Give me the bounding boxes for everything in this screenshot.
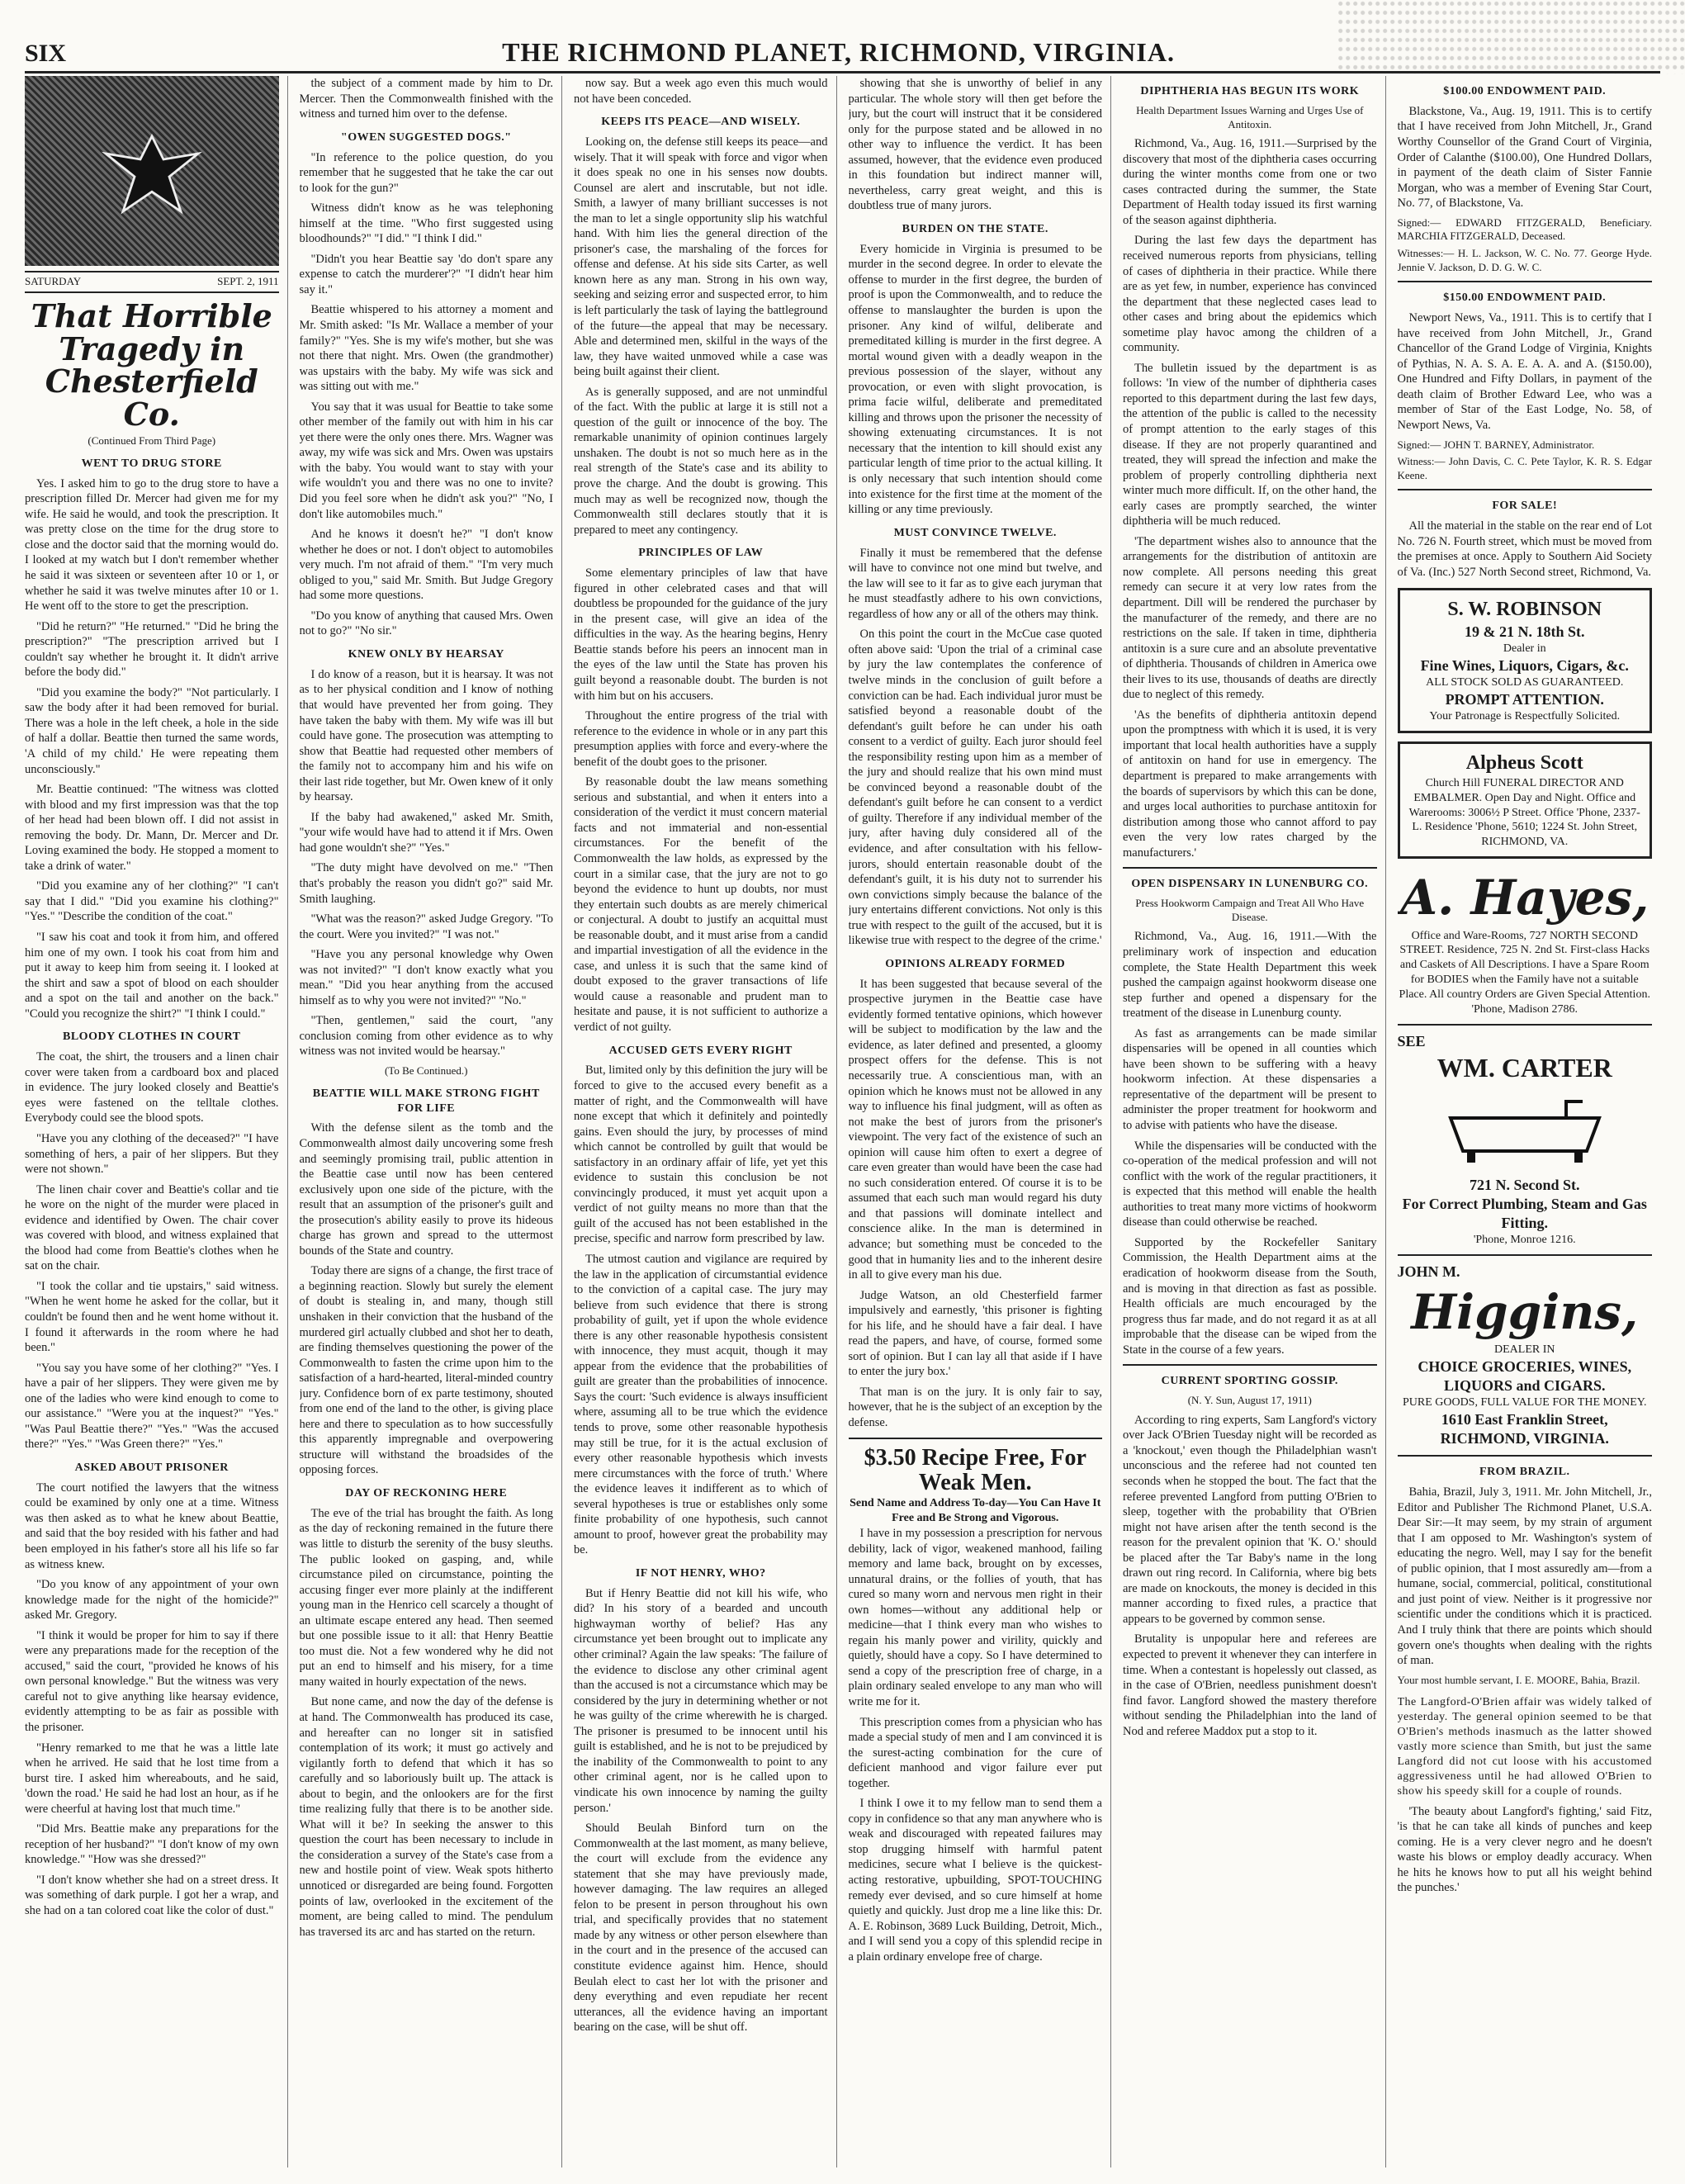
paragraph: Should Beulah Binford turn on the Commonwealth at the last moment, as many believe, the court will exclude from the evidence any statement that she may have previously made, however damaging. The law requires an alleged felon to be present in person throughout his own trial, and specifically provides that no statement made by any witness or other person elsewhere than in the court and in the presence of the accused can constitute evidence against him. Hence, should Beulah elect to cast her lot with the prisoner and deny everything and even repudiate her recent utterances, all the evidence having an important bearing on the case, will be shut off. xyxy=(574,1822,828,2035)
section-head: BLOODY CLOTHES IN COURT xyxy=(63,1030,241,1044)
paragraph: While the dispensaries will be conducted with the co-operation of the medical profession and will not conflict with the work of the regular practitioners, it is expected that this method will enable the health authorities to treat many more victims of hookworm disease than could otherwise be reached. xyxy=(1123,1139,1377,1229)
robinson-ad xyxy=(1398,588,1653,733)
issue-date xyxy=(25,271,279,293)
divider xyxy=(1123,867,1377,869)
section-head: BURDEN ON THE STATE. xyxy=(902,222,1048,235)
issue-date-text: SEPT. 2, 1911 xyxy=(217,275,279,287)
paragraph: Witness didn't know as he was telephoning himself at the time. "Who first suggested using bloodhounds?" "I did." "I think I did." xyxy=(299,201,553,246)
paragraph: 'The department wishes also to announce that the arrangements for the distribution of antitoxin are now complete. All persons needing this great remedy can secure it at very low rates from the department. Dill will be rendered the purchaser by the manufacturer of the remedy, and there are no restrictions on the sale. If taken in time, diphtheria antitoxin is a sure cure and an absolute preventative of diphtheria. Thousands of children in America owe their lives to its use, thousands of deaths are directly due to neglect of this remedy. xyxy=(1123,534,1377,702)
paragraph: Every homicide in Virginia is presumed to be murder in the second degree. In order to elevate the offense to murder in the first degree, the burden of proof is upon the Commonwealth, and to reduce the offense to manslaughter the burden is upon the prisoner. Any kind of wilful, deliberate and premeditated killing is murder in the first degree. A mortal wound given with a deadly weapon in the previous possession of the slayer, without any provocation, or even with slight provocation, is prima facie wilful, deliberate and premeditated killing and throws upon the prisoner the necessity of showing extenuating circumstances. It is not necessary that the intention to kill should exist any particular length of time prior to the actual killing. It is only necessary that such intention should come into existence for the first time at the moment of the killing or any time previously. xyxy=(848,242,1102,517)
divider xyxy=(1398,1455,1653,1457)
paragraph: With the defense silent as the tomb and the Commonwealth almost daily uncovering some fresh and seemingly promising trail, public attention in the Beattie case until now has been centered exclusively upon one side of the picture, with the result that an assumption of the prisoner's guilt and the prosecution's ability easily to prove its hideous charge has grown and spread to the uttermost bounds of the State and country. xyxy=(299,1121,553,1258)
ad-address: 19 & 21 N. 18th St. xyxy=(1464,623,1585,641)
paragraph: "Did you examine any of her clothing?" "I can't say that I did." "Did you examine his clothing?" "Yes." "Describe the condition of the coat." xyxy=(25,879,279,924)
ad-prompt: PROMPT ATTENTION. xyxy=(1445,691,1604,708)
masthead xyxy=(25,21,1660,73)
hayes-ad xyxy=(1398,867,1653,1017)
signature: Signed:— JOHN T. BARNEY, Administrator. xyxy=(1397,438,1595,451)
paragraph: Mr. Beattie continued: "The witness was clotted with blood and my first impression was that the top of her head had been blown off. I did not assist in removing the body. Dr. Mann, Dr. Mercer and Dr. Loving examined the body. He stopped a moment to take a drink of water." xyxy=(25,783,279,873)
paragraph: By reasonable doubt the law means something serious and substantial, and when it enters into a consideration of the verdict it must concern material facts and not immaterial and non-essential circumstances. For the benefit of the Commonwealth the law holds, as expressed by the court in a similar case, that the jury are not to go beyond the evidence to hunt up doubts, nor must they entertain such doubts as are merely chimerical or conjectural. A doubt to justify an acquittal must be reasonable doubt, and it must arise from a candid and impartial investigation of all the evidence in the case, and unless it is such that the same kind of doubt exposed to the graver transactions of life would cause a reasonable and prudent man to hesitate and pause, it is not sufficient to authorize a verdict of not guilty. xyxy=(574,775,828,1034)
witnesses: Witnesses:— H. L. Jackson, W. C. No. 77. George Hyde. Jennie V. Jackson, D. D. G. W. C. xyxy=(1397,246,1652,273)
paragraph: But, limited only by this definition the jury will be forced to give to the accused every benefit as a matter of right, and the Commonwealth will have none except that which it definitely and pointedly gains. Even should the jury, by processes of mind which cannot be controlled by guilt that would be satisfactory in an ordinary affair of life, yet yet this evidence to sustain this conclusion be not convincingly produced, it must yet acquit upon a verdict of not guilty means no more than that the guilt of the accused has not been established in the precise, specific and narrow form prescribed by law. xyxy=(574,1064,828,1246)
bathtub-illustration xyxy=(1398,1085,1653,1176)
paragraph: Supported by the Rockefeller Sanitary Commission, the Health Department aims at the eradication of hookworm disease from the South, and is moving in that direction as fast as possible. Health officials are much encouraged by the progress thus far made, and do not regard it as at all improbable that the disease can be wiped from the State in the course of a few years. xyxy=(1123,1235,1377,1357)
divider xyxy=(1398,281,1653,282)
paragraph: You say that it was usual for Beattie to take some other member of the family out with him in his car yet there were the only ones there. Mrs. Wagner was away, my wife was sick and Mrs. Owen was upstairs with the baby. You would want to stay with your wife wouldn't you and there was no one to invite? Did you feel sore when he didn't ask you?" "No, I don't like automobiles much." xyxy=(299,400,553,521)
higgins-ad xyxy=(1398,1263,1653,1448)
ad-patronage: Your Patronage is Respectfully Solicited. xyxy=(1429,710,1621,723)
section-subhead: Health Department Issues Warning and Urges Use of Antitoxin. xyxy=(1136,103,1364,130)
paragraph: All the material in the stable on the rear end of Lot No. 726 N. Fourth street, which must be moved from the premises at once. Apply to Southern Aid Society of Va. (Inc.) 527 North Second street, Richmond, Va. xyxy=(1397,519,1652,579)
section-head: IF NOT HENRY, WHO? xyxy=(635,1566,766,1580)
ad-goods: Fine Wines, Liquors, Cigars, &c. xyxy=(1420,657,1629,675)
signature: Signed:— EDWARD FITZGERALD, Beneficiary. MARCHIA FITZGERALD, Deceased. xyxy=(1397,216,1652,243)
paragraph: "Do you know of any appointment of your own knowledge made for the night of the homicide?" asked Mr. Gregory. xyxy=(25,1578,279,1623)
eagle-icon xyxy=(94,113,210,229)
paragraph: The utmost caution and vigilance are required by the law in the application of circumstantial evidence to the conviction of a capital case. The jury may believe from such evidence that there is strong probability of guilt, yet if upon the whole evidence there is any other reasonable hypothesis consistent with innocence, they must acquit, though it may appear from the evidence that the probabilities of guilt are greater than the probabilities of innocence. Says the court: 'Such evidence is always insufficient where, assuming all to be true which the evidence tends to prove, some other reasonable hypothesis may still be true, for it is the actual exclusion of every other reasonable hypothesis which invests mere circumstances with the force of truth.' Where the evidence leaves it indifferent as to which of several hypotheses is true or establishes only some finite probability of one hypothesis, such cannot amount to proof, however great the probability may be. xyxy=(574,1253,828,1557)
divider xyxy=(1398,489,1653,490)
paragraph: As is generally supposed, and are not unmindful of the fact. With the public at large it is still not a question of the guilt or innocence of the boy. The remarkable unanimity of opinion continues largely unshaken. The doubt is not so much here as in the real strength of the State's case and its ability to prove the charge. And the doubt is growing. This much may as well be recognized now, though the Commonwealth still declares stoutly that it is prepared to meet any contingency. xyxy=(574,385,828,537)
divider xyxy=(1398,1024,1653,1026)
ad-dealer: DEALER IN xyxy=(1494,1343,1555,1357)
paragraph: I do know of a reason, but it is hearsay. It was not as to her physical condition and I know of nothing that would have prevented her from going. They have taken the baby with them. My wife was ill but could have gone. The prosecution was attempting to show that Beattie had requested other members of the family not to accompany him and his wife on their last ride together, but Mr. Owen knew of it only by hearsay. xyxy=(299,667,553,804)
page-number: SIX xyxy=(25,40,67,67)
section-head: OPEN DISPENSARY IN LUNENBURG CO. xyxy=(1131,878,1369,891)
divider xyxy=(1123,1364,1377,1366)
paragraph: The court notified the lawyers that the witness could be examined by only one at a time. Witness was then asked as to what he knew about Beattie, and said that the boy resided with his father and had been employed in his father's store all his life so far as witness knew. xyxy=(25,1480,279,1571)
paragraph: Judge Watson, an old Chesterfield farmer impulsively and earnestly, 'this prisoner is fighting for his life, and he should have a fair deal. I have read the papers, and have, of course, formed some sort of opinion. But I can lay all that aside if I have to enter the jury box.' xyxy=(848,1288,1102,1379)
paragraph: As fast as arrangements can be made similar dispensaries will be opened in all counties which have been shown to be suffering with a heavy hookworm infection. At these dispensaries a representative of the department will be present to administer the proper treatment for hookworm and to advise with patients who have the disease. xyxy=(1123,1026,1377,1133)
divider xyxy=(849,1438,1103,1439)
paragraph: But none came, and now the day of the defense is at hand. The Commonwealth has produced its case, and hereafter can no longer sit in satisfied contemplation of its work; it must go actively and vigilantly forth to defend that which it has so carefully and so laboriously built up. The attack is about to begin, and the onlookers are for the first time realizing fully that there is to be another side. What will it be? In seeking the answer to this question the court has been necessary to include in the consideration a survey of the State's case from a new and hostile point of view. Weak spots hitherto unnoticed or disregarded are being found. Forgotten points of law, overlooked in the excitement of the moment, are being called to mind. The pendulum has traversed its arc and has started on the return. xyxy=(299,1695,553,1939)
issue-day: SATURDAY xyxy=(25,275,82,287)
ad-body: Church Hill FUNERAL DIRECTOR AND EMBALMER. Open Day and Night. Office and Warerooms: 3006½ P Street. Office 'Phone, 2337-L. Residence 'Phone, 5610; 1224 St. John Street, RICHMOND, VA. xyxy=(1408,776,1640,849)
paragraph: "The duty might have devolved on me." "Then that's probably the reason you didn't go?" said Mr. Smith laughing. xyxy=(299,861,553,906)
ad-address: 721 N. Second St. xyxy=(1469,1176,1580,1193)
paragraph: That man is on the jury. It is only fair to say, however, that he is the subject of an exception by the defense. xyxy=(848,1385,1102,1430)
paragraph: "In reference to the police question, do you remember that he suggested that he take the car out to look for the gun?" xyxy=(299,150,553,195)
ad-see: SEE xyxy=(1397,1032,1426,1049)
ad-title: WM. CARTER xyxy=(1437,1052,1612,1083)
paragraph: Brutality is unpopular here and referees are expected to prevent it whenever they can interfere in time. When a contestant is hopelessly out classed, as in the case of O'Brien, needless punishment doesn't find favor. Langford showed the mastery therefore without sending the Philadelphian into the land of Nod and referee Maddox put a stop to it. xyxy=(1123,1632,1377,1738)
paragraph: And he knows it doesn't he?" "I don't know whether he does or not. I don't object to automobiles very much. I'm not afraid of them." "I'm very much obliged to you," said Mr. Smith. But Judge Gregory had some more questions. xyxy=(299,528,553,603)
divider xyxy=(1398,1254,1653,1256)
paragraph: "Did Mrs. Beattie make any preparations for the reception of her husband?" "I don't know of my own knowledge." "How was she dressed?" xyxy=(25,1822,279,1867)
carter-ad xyxy=(1398,1032,1653,1248)
paragraph: Richmond, Va., Aug. 16, 1911.—With the preliminary work of inspection and education complete, the State Health Department this week pushed the campaign against hookworm disease one step further and opened a dispensary for the treatment of the disease in Lunenburg county. xyxy=(1123,930,1377,1021)
recipe-ad-subtitle: Send Name and Address To-day—You Can Have It Free and Be Strong and Vigorous. xyxy=(850,1497,1101,1525)
paragraph: During the last few days the department has received numerous reports from physicians, telling of cases of diphtheria in their practice. While there are as yet few, in number, experience has convinced the department that these neglected cases lead to other cases and bring about the epidemics which sometime play havoc among the children of a community. xyxy=(1123,234,1377,355)
section-head: OPINIONS ALREADY FORMED xyxy=(885,957,1066,970)
column-1 xyxy=(25,76,288,2167)
endowment-title: $100.00 ENDOWMENT PAID. xyxy=(1443,85,1607,97)
paragraph: Yes. I asked him to go to the drug store to have a prescription filled Dr. Mercer had given me for my wife. He said he would, and took the prescription. It was pretty close on the time for the drug store to close and the doctor said that the morning would do. I looked at my watch but I don't remember whether he said it was sixteen or seventeen after 10 or 1, or whether he said it was twelve minutes after 10 or 1. He went off to the store to get the prescription. xyxy=(25,476,279,614)
ad-pure: PURE GOODS, FULL VALUE FOR THE MONEY. xyxy=(1402,1396,1647,1409)
section-subhead: Press Hookworm Campaign and Treat All Who Have Disease. xyxy=(1135,897,1365,923)
paragraph: It has been suggested that because several of the prospective jurymen in the Beattie case have evidently formed tentative opinions, which however will be subject to modification by the law and the evidence, as later defined and presented, a gloomy prospect offers for the defense. This is not necessarily true. A conscientious man, with an opinion which he knows must not be allowed in any way to influence his final judgment, will as often as not make the best of jurors from the prisoner's viewpoint. The very fact of the existence of such an opinion will cause him often to exert a degree of care even greater than would have been the case had no such consideration entered. Of course it is to be assumed that each such man would regard his duty and that passions will dominate intellect and conscience alike. In the man is determined in advance; but something must be conceded to the good that in humanity lies and to the inherent desire in all to give every man his due. xyxy=(848,977,1102,1282)
paragraph: This prescription comes from a physician who has made a special study of men and I am convinced it is the surest-acting combination for the cure of deficient manhood and vigor failure ever put together. xyxy=(848,1715,1102,1790)
ad-title: A. Hayes, xyxy=(1400,869,1650,926)
paragraph: "Have you any personal knowledge why Owen was not invited?" "I don't know exactly what you mean." "Did you hear anything from the accused himself as to why you were not invited?" "No." xyxy=(299,948,553,1007)
section-head: ASKED ABOUT PRISONER xyxy=(74,1461,229,1474)
continued-note: (Continued From Third Page) xyxy=(88,434,216,448)
column-2 xyxy=(300,76,563,2167)
paragraph: 'The beauty about Langford's fighting,' said Fitz, 'is that he can take all kinds of punches and keep coming. He is a very clever negro and he doesn't waste his blows or employ deadly accuracy. When he hits he knows how to put all his weight behind the punches.' xyxy=(1397,1804,1652,1895)
paragraph: Newport News, Va., 1911. This is to certify that I have received from John Mitchell, Jr., Grand Chancellor of the Grand Lodge of Virginia, Knights of Pythias, N. A. S. A. E. A. A. and A. ($150.00), One Hundred and Fifty Dollars, in payment of the death claim of Brother Edward Lee, who was a member of Star of the East Lodge, No. 58, of Newport News, Va. xyxy=(1397,311,1652,432)
paragraph: The linen chair cover and Beattie's collar and tie he wore on the night of the murder were placed in evidence and identified by Owen. The chair cover was covered with blood, and witness explained that the blood had come from Beattie's clothes when he sat on the chair. xyxy=(25,1182,279,1273)
paragraph: Throughout the entire progress of the trial with reference to the evidence in whole or in any part this presumption applies with force and every-where the benefit of the doubt goes to the prisoner. xyxy=(574,709,828,769)
paragraph: "Did you examine the body?" "Not particularly. I saw the body after it had been removed for burial. There was a hole in the left cheek, a hole in the side of half a dollar. Beattie then turned the same words, 'A child of my child.' He were repeating them unconsciously." xyxy=(25,685,279,776)
section-head: WENT TO DRUG STORE xyxy=(81,457,222,470)
section-head: ACCUSED GETS EVERY RIGHT xyxy=(608,1044,793,1057)
paragraph: "You say you have some of her clothing?" "Yes. I have a pair of her slippers. They were given me by one of the ladies who were kind enough to come to our assistance." "Were you at the inquest?" "Yes." "Was Paul Beattie there?" "Yes." "Was the accused there?" "Yes." "Was Green there?" "Yes." xyxy=(25,1361,279,1452)
section-head: KNEW ONLY BY HEARSAY xyxy=(348,647,504,661)
paragraph: Finally it must be remembered that the defense will have to convince not one mind but twelve, and the law will see to it far as to give each juryman that he must steadfastly adhere to his own convictions, regardless of how any or all of the others may think. xyxy=(848,546,1102,621)
paragraph: "Have you any clothing of the deceased?" "I have something of hers, a pair of her slippers. But they were not shown." xyxy=(25,1131,279,1177)
paragraph: "What was the reason?" asked Judge Gregory. "To the court. Were you invited?" "I was not." xyxy=(299,912,553,941)
section-head: The Langford-O'Brien affair was widely talked of yesterday. The general opinion seemed to be that O'Brien's methods inasmuch as the latter showed vastly more science than Smith, but just the same Langford did not cut loose with his accustomed aggressiveness until he had allowed O'Brien to show his speedy skill for a couple of rounds. xyxy=(1397,1696,1652,1798)
paragraph: 'As the benefits of diphtheria antitoxin depend upon the promptness with which it is used, it is very important that local health authorities have a supply of antitoxin on hand for use in emergency. The department is prepared to make arrangements with the boards of supervisors by which this can be done, and urges local authorities to purchase antitoxin for distribution among those who cannot afford to pay even the very low rates charged by the manufacturers.' xyxy=(1123,708,1377,860)
ad-stock: ALL STOCK SOLD AS GUARANTEED. xyxy=(1426,676,1624,689)
paragraph: If the baby had awakened," asked Mr. Smith, "your wife would have had to attend it if Mrs. Owen had gone wouldn't she?" "Yes." xyxy=(299,810,553,855)
ad-title: Higgins, xyxy=(1411,1283,1639,1340)
paragraph: Richmond, Va., Aug. 16, 1911.—Surprised by the discovery that most of the diphtheria cases occurring during the winter months come from one or two cases contracted during the summer, the State Department of Health today issued its first warning of the season against diphtheria. xyxy=(1123,137,1377,227)
paragraph: showing that she is unworthy of belief in any particular. The whole story will then get before the jury, but the court will instruct that it be considered only for the purpose stated and be allowed in no other way to influence the verdict. It has been assumed, however, that the evidence even produced in this foundation but indirect manner will, nevertheless, carry great weight, and this is doubtless true of many jurors. xyxy=(848,77,1102,213)
paragraph: "Do you know of anything that caused Mrs. Owen not to go?" "No sir." xyxy=(299,609,553,638)
headline: That Horrible Tragedy in Chesterfield Co. xyxy=(31,296,272,433)
paragraph: "I don't know whether she had on a street dress. It was something of dark purple. I got her a wrap, and she had on a tan colored coat like the color of dust." xyxy=(25,1873,279,1918)
bathtub-icon xyxy=(1442,1093,1607,1168)
paragraph: "Didn't you hear Beattie say 'do don't spare any expense to catch the murderer'?" "I didn't hear him say it." xyxy=(299,252,553,296)
scott-ad xyxy=(1398,741,1653,859)
witnesses: Witness:— John Davis, C. C. Pete Taylor, K. R. S. Edgar Keene. xyxy=(1397,455,1652,481)
for-sale-title: FOR SALE! xyxy=(1492,500,1558,513)
section-head: FROM BRAZIL. xyxy=(1479,1466,1570,1479)
column-6 xyxy=(1398,76,1661,2167)
paragraph: "Henry remarked to me that he was a little late when he arrived. He said that he lost time from a burst tire. I asked him whereabouts, and he said, 'down the road.' He said he had lost an hour, as if he were cheerful at having lost that much time." xyxy=(25,1741,279,1816)
paragraph: "I saw his coat and took it from him, and offered him one of my own. I took his coat from him and put it away to keep him from seeing it. I looked at the shirt and saw a spot of blood on each shoulder and a spot on the tail and another on the back." "Could you recognize the shirt?" "I think I could." xyxy=(25,931,279,1021)
ad-title: S. W. ROBINSON xyxy=(1447,599,1602,621)
endowment-title: $150.00 ENDOWMENT PAID. xyxy=(1443,291,1607,305)
ad-prefix: JOHN M. xyxy=(1397,1263,1460,1280)
ad-phone: 'Phone, Monroe 1216. xyxy=(1473,1234,1576,1247)
paragraph: "I took the collar and tie upstairs," said witness. "When he went home he asked for the collar, but it couldn't be found then and he went home without it. I found it afterwards in the room where he had been." xyxy=(25,1279,279,1355)
section-head: BEATTIE WILL MAKE STRONG FIGHT FOR LIFE xyxy=(312,1087,540,1115)
ad-service: For Correct Plumbing, Steam and Gas Fitting. xyxy=(1402,1195,1647,1231)
paragraph: Bahia, Brazil, July 3, 1911. Mr. John Mitchell, Jr., Editor and Publisher The Richmond Planet, U.S.A. Dear Sir:—It may seem, by my strain of argument that I am opposed to Mr. Washington's system of educating the negro. Well, may I say for the benefit of public opinion, that I most assuredly am—from a humane, social, commercial, political, constitutional and just point of view. Neither is it progressive nor scientific under the conditions which it is practiced. And I truly think that there are points which should govern one's thoughts when dealing with the rights of man. xyxy=(1397,1485,1652,1668)
section-head: DIPHTHERIA HAS BEGUN ITS WORK xyxy=(1140,85,1360,97)
paragraph: The coat, the shirt, the trousers and a linen chair cover were taken from a cardboard box and placed in evidence. The jury looked closely and Beattie's eyes were fastened on the telltale clothes. Everybody could see the blood spots. xyxy=(25,1050,279,1125)
newspaper-title: THE RICHMOND PLANET, RICHMOND, VIRGINIA. xyxy=(502,37,1175,67)
paragraph: But if Henry Beattie did not kill his wife, who did? In his story of a bearded and uncouth highwayman worthy of belief? Has any circumstance yet been brought out to implicate any other criminal? Again the law speaks: 'The failure of the evidence to disclose any other criminal agent than the accused is not a circumstance which may be considered by the jury in determining whether or not he was guilty of the crime wherewith he is charged. The prisoner is presumed to be innocent until his guilt is established, and he is not to be prejudiced by the inability of the Commonwealth to point to any other criminal agent, nor is he called upon to vindicate his own innocence by naming the guilty person.' xyxy=(574,1586,828,1815)
paragraph: On this point the court in the McCue case quoted often above said: 'Upon the trial of a criminal case by jury the law contemplates the conference of twelve minds in the conclusion of guilt before a conviction can be had. Each individual juror must be satisfied beyond a reasonable doubt of the defendant's guilt before he can under his oath consent to a verdict of guilty. Each juror should feel the responsibility resting upon him as a member of the jury and should realize that his own mind must be convinced beyond a reasonable doubt of the defendant's guilt before he can consent to a verdict of guilty. Therefore if any individual member of the jury, after having duly considered all of the evidence, and after consultation with his fellow-jurors, should entertain reasonable doubt of the defendant's guilt, it is his duty not to surrender his own convictions simply because the balance of the jury entertains different convictions. Not only is this true with respect to the guilt of the accused, but it is likewise true with respect to the degree of the crime.' xyxy=(848,628,1102,948)
column-5 xyxy=(1123,76,1386,2167)
paragraph: Blackstone, Va., Aug. 19, 1911. This is to certify that I have received from John Mitchell, Jr., Grand Worthy Counsellor of the Grand Court of Virginia, Order of Calanthe ($100.00), One Hundred Dollars, in payment of the death claim of Sister Fannie Morgan, who was a member of Evening Star Court, No. 77, of Blackstone, Va. xyxy=(1397,104,1652,211)
paragraph: the subject of a comment made by him to Dr. Mercer. Then the Commonwealth finished with the witness and turned him over to the defense. xyxy=(299,77,553,121)
to-be-continued: (To Be Continued.) xyxy=(384,1064,468,1077)
paragraph: Today there are signs of a change, the first trace of a beginning reaction. Slowly but surely the element of doubt is stealing in, and many, though still unshaken in their conviction that the husband of the murdered girl actually clubbed and shot her to death, are finding themselves questioning the power of the Commonwealth to fasten the crime upon him to the satisfaction of a hard-hearted, literal-minded country jury. Confidence born of ex parte testimony, shouted from one end of the land to the other, is giving place here and there to speculation as to how successfully this apparently impregnable and overpowering structure will withstand the broadsides of the opposing forces. xyxy=(299,1264,553,1477)
paragraph: Some elementary principles of law that have figured in other celebrated cases and that will doubtless be propounded for the guidance of the jury in the present case, will give an idea of the difficulties in the way. As the hearing begins, Henry Beattie stands before his peers an innocent man in the eyes of the law until the State has proven his guilt beyond a reasonable doubt. The burden is not with him but on his accusers. xyxy=(574,566,828,703)
paragraph: Beattie whispered to his attorney a moment and Mr. Smith asked: "Is Mr. Wallace a member of your family?" "Yes. She is my wife's mother, but she was not there that night. Mrs. Owen (the grandmother) was upstairs with the baby. My wife was sick and was sitting out with me." xyxy=(299,303,553,394)
paragraph: now say. But a week ago even this much would not have been conceded. xyxy=(574,77,828,106)
paragraph: "I think it would be proper for him to say if there were any preparations made for the reception of the accused," said the court, "provided he knows of his own personal knowledge." But the witness was very careful not to give anything like hearsay evidence, evidently attempting to be as fair as possible with the prisoner. xyxy=(25,1628,279,1734)
section-head: PRINCIPLES OF LAW xyxy=(638,547,764,560)
column-4 xyxy=(849,76,1112,2167)
eagle-illustration xyxy=(25,76,279,266)
ad-address: 1610 East Franklin Street, RICHMOND, VIRGINIA. xyxy=(1440,1411,1609,1447)
ad-goods: CHOICE GROCERIES, WINES, LIQUORS and CIGARS. xyxy=(1418,1358,1632,1395)
paragraph: Looking on, the defense still keeps its peace—and wisely. That it will speak with force and vigor when it does speak no one in his senses now doubts. Counsel are alert and inscrutable, but not idle. Smith, a lawyer of many brilliant successes is not the man to let a single opportunity slip his watchful hand. With him lies the general direction of the prisoner's case, the marshaling of the forces for offense and defense. At his side sits Carter, as well known here as any man. Strong in his own way, seeking and seizing error and suspected error, to him is left particularly the task of laying the battleground of the future—the appeal that may be necessary. Able and determined men, skilful in the ways of the law, they have waited unmoved while a case was being built against their client. xyxy=(574,135,828,379)
recipe-ad-title: $3.50 Recipe Free, For Weak Men. xyxy=(864,1444,1086,1496)
paragraph: The eve of the trial has brought the faith. As long as the day of reckoning remained in the future there was little to disturb the serenity of the busy sleuths. The public looked on gasping, and, while circumstance piled on circumstance, pointing the accusing finger ever more plainly at the indifferent young man in the Henrico cell scarcely a thought of an ultimate escape entered any head. Then seemed but one possible issue to it all: that Henry Beattie too must die. Not a few wondered why he did not put an end to himself and his misery, for a time many waited in hourly expectation of the news. xyxy=(299,1506,553,1689)
section-head: KEEPS ITS PEACE—AND WISELY. xyxy=(601,116,801,129)
ad-dealer: Dealer in xyxy=(1503,642,1546,656)
paragraph: I have in my possession a prescription for nervous debility, lack of vigor, weakened manhood, failing memory and lame back, brought on by excesses, unnatural drains, or the follies of youth, that has cured so many worn and nervous men right in their own homes—without any additional help or medicine—that I think every man who wishes to regain his manly power and virility, quickly and quietly, should have a copy. So I have determined to send a copy of the prescription free of charge, in a plain ordinary sealed envelope to any man who will write me for it. xyxy=(848,1526,1102,1708)
signature: Your most humble servant, I. E. MOORE, Bahia, Brazil. xyxy=(1397,1673,1640,1686)
ad-title: Alpheus Scott xyxy=(1465,752,1583,775)
ad-body: Office and Ware-Rooms, 727 NORTH SECOND STREET. Residence, 725 N. 2nd St. First-class Hacks and Caskets of All Descriptions. I have a Spare Room for BODIES when the Family have not a suitable Place. All country Orders are Given Special Attention. 'Phone, Madison 2786. xyxy=(1399,929,1650,1016)
paragraph: The bulletin issued by the department is as follows: 'In view of the number of diphtheria cases reported to this department during the last few days, the attention of the public is called to the necessity of prompt attention to the early stages of this disease. If they are not properly quarantined and treated, they will spread the infection and make the problem of properly controlling diphtheria next winter much more difficult. If, on the other hand, the early cases are promptly searched, the winter diphtheria will be much reduced. xyxy=(1123,361,1377,528)
section-head: "OWEN SUGGESTED DOGS." xyxy=(340,130,512,144)
paragraph: "Then, gentlemen," said the court, "any conclusion coming from other evidence as to why witness was not invited would be hearsay." xyxy=(299,1014,553,1059)
section-head: CURRENT SPORTING GOSSIP. xyxy=(1161,1375,1338,1388)
section-subhead: (N. Y. Sun, August 17, 1911) xyxy=(1187,1394,1312,1407)
paragraph: I think I owe it to my fellow man to send them a copy in confidence so that any man anywhere who is weak and discouraged with repeated failures may stop drugging himself with harmful patent medicines, secure what I believe is the quickest-acting restorative, upbuilding, SPOT-TOUCHING remedy ever devised, and so cure himself at home quietly and quickly. Just drop me a line like this: Dr. A. E. Robinson, 3689 Luck Building, Detroit, Mich., and I will send you a copy of this splendid recipe in a plain ordinary envelope free of charge. xyxy=(848,1797,1102,1964)
column-3 xyxy=(574,76,837,2167)
columns xyxy=(25,76,1660,2167)
section-head: DAY OF RECKONING HERE xyxy=(345,1487,508,1499)
paragraph: According to ring experts, Sam Langford's victory over Jack O'Brien Tuesday night will be recorded as a 'knockout,' even though the Philadelphian wasn't unconscious and the referee had not counted ten seconds when he stopped the bout. The fact that the referee prevented Langford from putting O'Brien to sleep, together with the probability that O'Brien might not have arisen after the tenth second is the reason for the prevalent opinion that 'K. O.' should be placed after the Tar Baby's name in the long drawn out ring record. In California, where big bets are made on knockouts, the money is decided in this manner according to fixed rules, a practice that appears to be governed by common sense. xyxy=(1123,1413,1377,1626)
paragraph: "Did he return?" "He returned." "Did he bring the prescription?" "The prescription arrived but I couldn't say whether he brought it. It didn't arrive before the body did." xyxy=(25,619,279,680)
section-head: MUST CONVINCE TWELVE. xyxy=(893,526,1057,539)
